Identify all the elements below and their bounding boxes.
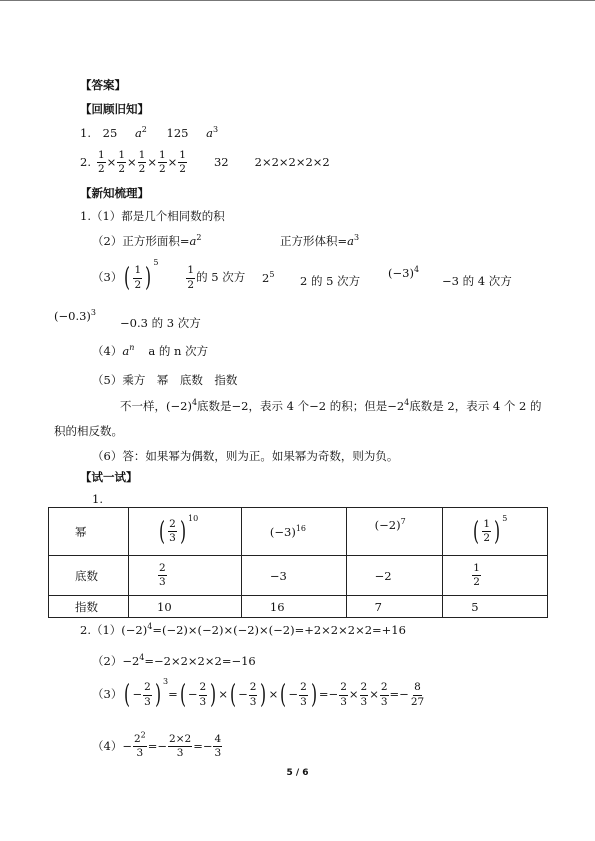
cell-power-3	[346, 508, 443, 556]
denominator: 3	[159, 576, 166, 588]
base-a: a	[347, 234, 354, 248]
expression: =(−2)×(−2)×(−2)×(−2)=+2×2×2×2=+16	[152, 623, 406, 637]
cell-exp-1: 10	[129, 596, 242, 618]
neg3-power	[388, 265, 420, 280]
times-sign: ×	[127, 154, 137, 169]
denominator: 2	[118, 163, 125, 176]
base: (−2)	[374, 518, 401, 532]
text: 底数是 2，表示 4 个 2 的	[409, 399, 542, 413]
label: （4）	[92, 344, 123, 358]
item-2-volume	[280, 233, 360, 248]
q-number: 1.	[80, 126, 91, 140]
denominator: 3	[199, 695, 207, 708]
two-power-text: 2 的 5 次方	[300, 274, 361, 288]
cell-power-4: ( $\frac{1}{2}$ ) 5	[443, 508, 548, 556]
table-row-base	[49, 556, 548, 596]
denominator: 3	[380, 695, 388, 708]
row-label: 幂	[49, 508, 129, 556]
note-line-1	[120, 398, 542, 413]
label: （3）	[92, 687, 123, 702]
cell-base-4	[443, 556, 548, 596]
exponent: n	[129, 343, 135, 353]
text: 不一样，	[120, 399, 166, 413]
denominator: 3	[360, 695, 368, 708]
denominator: 3	[136, 747, 144, 760]
row-label: 指数	[49, 596, 129, 618]
exponent: 5	[269, 270, 275, 280]
cell-base-2: −3	[241, 556, 346, 596]
numerator: 1	[138, 150, 147, 163]
fraction-half	[178, 150, 187, 175]
base: (−0.3)	[54, 309, 91, 323]
denominator: 3	[340, 695, 347, 708]
numerator: 2	[133, 733, 141, 745]
numerator: 2	[339, 682, 348, 695]
denominator: 3	[169, 532, 176, 544]
numerator: 1	[472, 563, 481, 576]
fraction-half	[117, 150, 126, 175]
label: （4）	[92, 738, 123, 753]
exponent: 3	[213, 125, 219, 135]
numerator: 4	[213, 734, 222, 747]
times-sign: ×	[147, 154, 157, 169]
new-knowledge-heading: 【新知梳理】	[80, 186, 149, 200]
numerator: 1	[97, 150, 106, 163]
top-border-line	[0, 0, 595, 1]
exponent: 3	[354, 233, 360, 243]
cell-base-1	[129, 556, 242, 596]
table-row-power	[49, 508, 548, 556]
base-a: a	[122, 344, 130, 358]
numerator: 2	[360, 682, 369, 695]
review-q1	[80, 125, 219, 140]
times-sign: ×	[106, 154, 117, 169]
denominator: 2	[134, 278, 142, 291]
numerator: 2	[158, 563, 167, 576]
denominator: 2	[179, 163, 186, 176]
numerator: 1	[482, 519, 491, 532]
denominator: 3	[249, 695, 257, 708]
item-3: （3） ( $\frac{1}{2}$ ) 5 $\frac{1}{2}$ 的 5 次方	[92, 258, 246, 293]
item-4	[92, 343, 209, 358]
fraction-half	[97, 150, 106, 175]
label: （2）正方形面积=	[92, 234, 190, 248]
half-power-text: 的 5 次方	[196, 270, 246, 285]
denominator: 3	[176, 747, 184, 760]
cell-exp-3: 7	[346, 596, 443, 618]
exponent: 4	[147, 622, 153, 632]
label: （3）	[92, 270, 123, 285]
denominator: 3	[214, 747, 222, 760]
review-heading: 【回顾旧知】	[80, 102, 149, 116]
neg03-power	[54, 308, 96, 323]
value-25: 25	[102, 126, 118, 140]
denominator: 2	[158, 163, 166, 176]
try-q2-4: （4） − $\frac{2^2}{3}$ =− $\frac{2\times 2}{3}$ =− $\frac{4}{3}$	[92, 730, 222, 760]
cell-exp-2: 16	[241, 596, 346, 618]
base-a: a	[206, 126, 214, 140]
numerator: 1	[133, 265, 142, 278]
q-number: 2.	[80, 154, 91, 169]
value-32: 32	[213, 154, 229, 169]
expression: =−2×2×2×2=−16	[144, 654, 256, 668]
base: (−2)	[166, 399, 192, 413]
fraction-half	[138, 150, 147, 175]
base: −2	[122, 654, 140, 668]
base: (−3)	[388, 266, 414, 280]
times-sign: ×	[167, 154, 178, 169]
power-table	[48, 507, 548, 618]
base-a: a	[134, 126, 142, 140]
numerator: 2	[249, 682, 258, 695]
neg3-power-text: −3 的 4 次方	[442, 274, 512, 288]
base: (−3)	[269, 524, 296, 539]
try-heading: 【试一试】	[80, 470, 138, 484]
answers-heading: 【答案】	[80, 78, 126, 92]
numerator: 2	[143, 682, 152, 695]
page-number: 5 / 6	[286, 768, 309, 778]
neg03-power-text: −0.3 的 3 次方	[120, 316, 201, 330]
try-q2-3: （3） ( − $\frac{2}{3}$ ) 3 = ( − $\frac{2}{3}$ ) × ( − $\frac{2}{3}$ ) × ( − $\frac{2}{3}$ ) =− $\frac{2}{3}$ × $\frac{2}{3}$ × $\frac{2}{3}$ =− $\frac{8}{27}$	[92, 677, 425, 710]
numerator: 1	[186, 265, 195, 278]
base-a: a	[189, 234, 197, 248]
base: 2	[262, 271, 270, 285]
denominator: 2	[97, 163, 105, 176]
exponent: 4	[404, 398, 410, 408]
exponent: 4	[139, 653, 145, 663]
note-line-2: 积的相反数。	[54, 424, 123, 438]
item-2-area	[92, 233, 202, 248]
exponent: 3	[90, 308, 96, 318]
try-q2-1	[80, 622, 406, 637]
item-5: （5）乘方 幂 底数 指数	[92, 373, 238, 387]
two-power	[262, 270, 275, 285]
exponent: 2	[141, 125, 147, 135]
cell-power-1: ( $\frac{2}{3}$ ) 10	[129, 508, 242, 556]
numerator: 1	[158, 150, 167, 163]
denominator: 2	[187, 278, 195, 291]
cell-base-3: −2	[346, 556, 443, 596]
item-1: 1.（1）都是几个相同数的积	[80, 209, 225, 223]
base: (−2)	[121, 623, 148, 637]
fraction-half	[186, 265, 195, 290]
numerator: 2	[199, 682, 208, 695]
cell-power-2	[241, 508, 346, 556]
numerator: 1	[178, 150, 187, 163]
item-4-text: a 的 n 次方	[148, 344, 209, 358]
label: （2）	[92, 654, 123, 668]
label: 2.（1）	[80, 623, 122, 637]
numerator: 2×2	[168, 734, 192, 747]
half-power: ( $\frac{1}{2}$ )	[124, 263, 152, 293]
numerator: 2	[299, 682, 308, 695]
denominator: 3	[144, 695, 151, 708]
text: 底数是−2，表示 4 个−2 的积；但是−2	[197, 399, 405, 413]
numerator: 2	[168, 519, 177, 532]
denominator: 2	[138, 163, 146, 176]
review-q2	[80, 150, 330, 175]
exponent: 4	[413, 265, 420, 275]
exponent: 7	[400, 517, 406, 527]
denominator: 3	[300, 695, 307, 708]
exponent: 16	[295, 523, 307, 533]
exponent: 4	[191, 398, 198, 408]
label: 正方形体积=	[280, 234, 348, 248]
numerator: 2	[380, 682, 389, 695]
row-label: 底数	[49, 556, 129, 596]
try-q1-number: 1.	[92, 492, 103, 506]
value-125: 125	[166, 126, 189, 140]
denominator: 2	[483, 532, 491, 544]
exponent: 2	[140, 730, 146, 740]
fraction-half	[158, 150, 167, 175]
denominator: 2	[473, 576, 480, 588]
numerator: 1	[117, 150, 126, 163]
product-expression: 2×2×2×2×2	[254, 154, 330, 169]
cell-exp-4: 5	[443, 596, 548, 618]
item-6: （6）答：如果幂为偶数，则为正。如果幂为奇数，则为负。	[92, 449, 399, 463]
table-row-exponent	[49, 596, 548, 618]
exponent: 2	[196, 233, 202, 243]
try-q2-2	[92, 653, 256, 668]
